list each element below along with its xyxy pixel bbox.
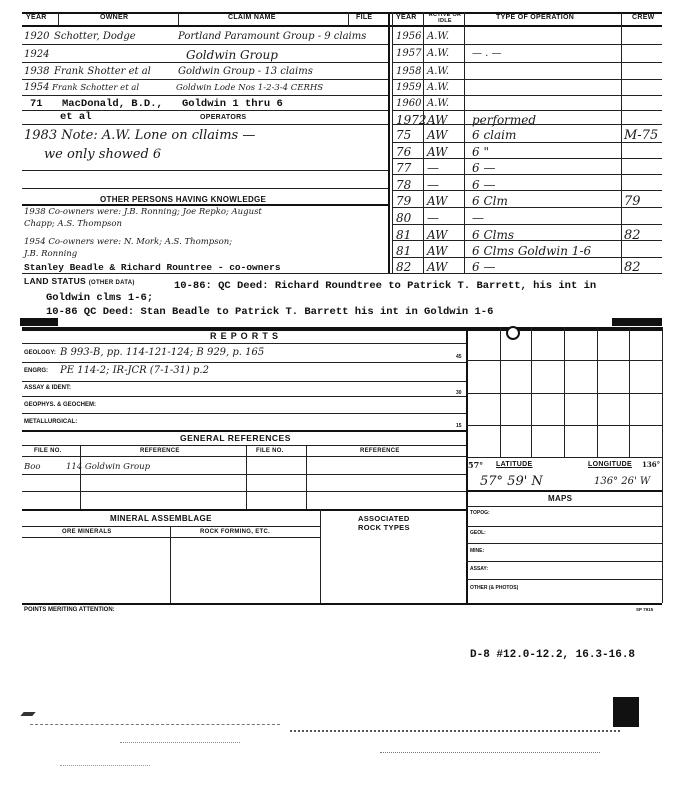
points-label: POINTS MERITING ATTENTION: xyxy=(24,607,115,613)
activity-status: AW xyxy=(427,128,448,142)
claim-name: Goldwin Group - 13 claims xyxy=(178,66,313,77)
activity-status: — xyxy=(427,211,439,225)
owner-cont: et al xyxy=(60,111,92,123)
activity-year: 1960 xyxy=(396,98,422,109)
row-number: 15 xyxy=(456,423,462,429)
activity-crew: 82 xyxy=(624,228,641,243)
geophys-label: GEOPHYS. & GEOCHEM: xyxy=(24,402,97,408)
geology-label: GEOLOGY: xyxy=(24,350,56,356)
activity-operation: 6 claim xyxy=(472,128,517,142)
claim-owner: Frank Schotter et al xyxy=(52,83,140,93)
crew-header: CREW xyxy=(632,14,655,21)
land-status-line: 10-86: QC Deed: Richard Roundtree to Patrick T. Barrett, his int in xyxy=(174,280,597,292)
col-divider xyxy=(423,12,424,274)
activity-status: AW xyxy=(427,194,448,208)
latitude-label: LATITUDE xyxy=(496,461,533,468)
file-header: FILE xyxy=(356,14,373,21)
activity-operation: 6 Clms xyxy=(472,228,515,242)
assay-label: ASSAY & IDENT: xyxy=(24,385,72,391)
activity-crew: 79 xyxy=(624,194,641,209)
claim-year: 1938 xyxy=(24,66,50,77)
maps-label: MAPS xyxy=(548,494,573,503)
form-number: SP 7915 xyxy=(636,607,654,612)
mineral-assemblage-label: MINERAL ASSEMBLAGE xyxy=(110,514,212,523)
land-status-line: Goldwin clms 1-6; xyxy=(46,292,154,304)
black-corner-mark xyxy=(613,697,639,727)
activity-crew: 82 xyxy=(624,260,641,275)
col-divider xyxy=(348,12,349,26)
engrg-value: PE 114-2; IR-JCR (7-1-31) p.2 xyxy=(60,365,209,376)
activity-status: AW xyxy=(427,260,448,274)
ref-file-no-header-2: FILE NO. xyxy=(256,448,284,454)
activity-year: 1959 xyxy=(396,82,422,93)
activity-operation: 6 — xyxy=(472,178,496,192)
col-divider xyxy=(178,12,179,26)
ref-reference-header-2: REFERENCE xyxy=(360,448,400,454)
activity-operation: 6 " xyxy=(472,145,489,159)
other-persons-line: Chapp; A.S. Thompson xyxy=(24,219,122,229)
bottom-reference: D-8 #12.0-12.2, 16.3-16.8 xyxy=(470,649,636,661)
activity-year: 1958 xyxy=(396,66,422,77)
year-header: YEAR xyxy=(26,14,47,21)
activity-operation: 6 — xyxy=(472,161,496,175)
rock-forming-header: ROCK FORMING, ETC. xyxy=(200,529,271,535)
year2-header: YEAR xyxy=(396,14,417,21)
activity-operation: performed xyxy=(472,113,537,127)
claim-owner: MacDonald, B.D., xyxy=(62,98,163,110)
row-number: 30 xyxy=(456,390,462,396)
ref-file-no-header: FILE NO. xyxy=(34,448,62,454)
activity-status: — xyxy=(427,178,439,192)
activity-year: 1956 xyxy=(396,31,422,42)
activity-operation: — . — xyxy=(472,48,502,59)
grid-number: 57° xyxy=(468,460,484,470)
other-persons-line: 1938 Co-owners were: J.B. Ronning; Joe Repko; August xyxy=(24,207,262,217)
operators-label: OPERATORS xyxy=(200,114,247,121)
mine-label: MINE: xyxy=(470,548,485,554)
activity-year: 81 xyxy=(396,244,412,258)
metallurgical-label: METALLURGICAL: xyxy=(24,419,78,425)
activity-operation: — xyxy=(472,211,484,225)
other-persons-line: J.B. Ronning xyxy=(24,249,78,259)
activity-year: 1957 xyxy=(396,48,422,59)
row-number: 45 xyxy=(456,354,462,360)
activity-year: 78 xyxy=(396,178,412,192)
active-idle-header: ACTIVE OR IDLE xyxy=(428,12,462,24)
engrg-label: ENGRG: xyxy=(24,368,48,374)
owner-header: OWNER xyxy=(100,14,129,21)
claim-year: 1954 xyxy=(24,82,50,93)
note-line-1: 1983 Note: A.W. Lone on cllaims — xyxy=(24,128,256,143)
type-operation-header: TYPE OF OPERATION xyxy=(496,14,575,21)
claim-year: 1924 xyxy=(24,49,50,60)
claim-owner: Frank Shotter et al xyxy=(54,66,151,77)
activity-status: A.W. xyxy=(427,82,450,93)
land-status-title: LAND STATUS xyxy=(24,276,87,286)
activity-status: A.W. xyxy=(427,98,450,109)
claim-name: Goldwin Group xyxy=(186,48,278,62)
topog-label: TOPOG: xyxy=(470,510,490,516)
hole-punch-mark xyxy=(612,318,662,326)
claim-name: Goldwin 1 thru 6 xyxy=(182,98,283,110)
longitude-value: 136° 26' W xyxy=(594,476,651,487)
ref-file-no: Boo xyxy=(24,462,41,472)
other-photos-label: OTHER (& PHOTOS) xyxy=(470,585,519,591)
claim-name: Goldwin Lode Nos 1-2-3-4 CERHS xyxy=(176,83,324,93)
right-border xyxy=(662,327,663,603)
header-underline xyxy=(22,25,662,27)
ref-reference-header: REFERENCE xyxy=(140,448,180,454)
other-persons-label: OTHER PERSONS HAVING KNOWLEDGE xyxy=(100,195,267,204)
col-divider xyxy=(464,12,465,274)
rock-types-label: ROCK TYPES xyxy=(358,523,410,532)
assay-map-label: ASSAY: xyxy=(470,566,489,572)
activity-status: A.W. xyxy=(427,66,450,77)
associated-label: ASSOCIATED xyxy=(358,514,410,523)
general-references-label: GENERAL REFERENCES xyxy=(180,433,291,443)
longitude-label: LONGITUDE xyxy=(588,461,632,468)
col-divider xyxy=(58,12,59,26)
claim-year: 71 xyxy=(30,98,43,110)
note-line-2: we only showed 6 xyxy=(44,147,162,162)
claim-owner: Schotter, Dodge xyxy=(54,31,136,42)
activity-crew: M-75 xyxy=(624,128,659,143)
co-owners-line: Stanley Beadle & Richard Rountree - co-owners xyxy=(24,262,281,273)
activity-status: AW xyxy=(427,244,448,258)
land-status-line: 10-86 QC Deed: Stan Beadle to Patrick T. Barrett his int in Goldwin 1-6 xyxy=(46,306,494,318)
ore-minerals-header: ORE MINERALS xyxy=(62,529,112,535)
activity-status: — xyxy=(427,161,439,175)
activity-operation: 6 — xyxy=(472,260,496,274)
main-col-divider xyxy=(388,12,390,274)
activity-status: AW xyxy=(427,145,448,159)
activity-operation: 6 Clm xyxy=(472,194,508,208)
reports-label: R E P O R T S xyxy=(210,331,279,341)
activity-year: 80 xyxy=(396,211,412,225)
other-persons-line: 1954 Co-owners were: N. Mork; A.S. Thompson; xyxy=(24,237,233,247)
activity-year: 81 xyxy=(396,228,412,242)
claim-name: Portland Paramount Group - 9 claims xyxy=(178,31,367,42)
land-status-label xyxy=(24,276,135,286)
claim-year: 1920 xyxy=(24,31,50,42)
activity-year: 76 xyxy=(396,145,412,159)
geology-value: B 993-B, pp. 114-121-124; B 929, p. 165 xyxy=(60,347,265,358)
ref-value: 114 Goldwin Group xyxy=(66,462,151,472)
activity-year: 82 xyxy=(396,260,412,274)
land-status-sub: (OTHER DATA) xyxy=(88,280,135,286)
activity-year: 79 xyxy=(396,194,412,208)
activity-status: AW xyxy=(427,228,448,242)
activity-year: 77 xyxy=(396,161,412,175)
col-divider xyxy=(621,12,622,274)
activity-operation: 6 Clms Goldwin 1-6 xyxy=(472,244,592,258)
latitude-value: 57° 59' N xyxy=(480,474,543,489)
activity-status: A.W. xyxy=(427,48,450,59)
geol-label: GEOL: xyxy=(470,530,486,536)
claim-name-header: CLAIM NAME xyxy=(228,14,276,21)
activity-status: A.W. xyxy=(427,31,450,42)
grid-circle-marker xyxy=(506,326,520,340)
activity-year: 1972 xyxy=(396,113,427,127)
activity-year: 75 xyxy=(396,128,412,142)
hole-punch-mark xyxy=(20,318,58,326)
main-col-divider xyxy=(392,12,393,274)
longitude-num: 136° xyxy=(642,460,661,469)
activity-status: AW xyxy=(427,113,448,127)
